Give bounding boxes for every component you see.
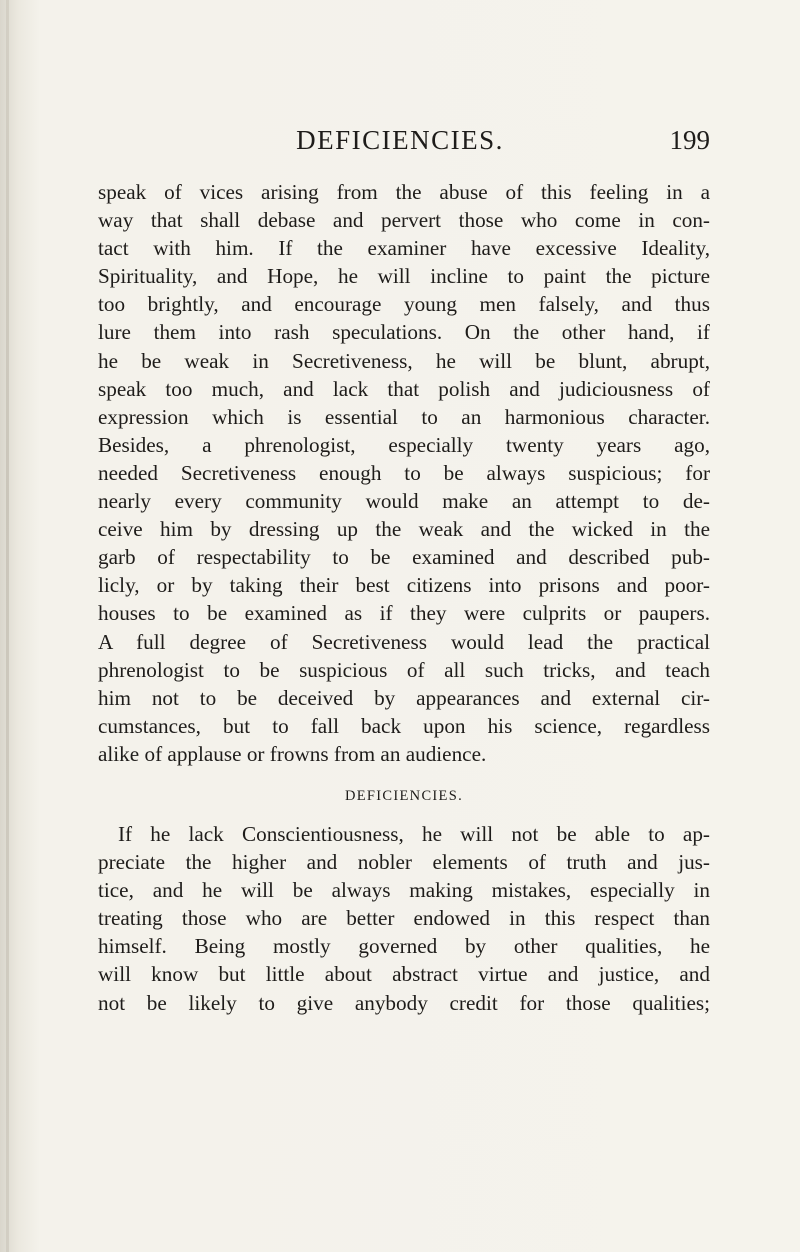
text-line: him not to be deceived by appearances and external cir- (98, 685, 710, 710)
text-line: he be weak in Secretiveness, he will be blunt, abrupt, (98, 348, 710, 373)
text-line: phrenologist to be suspicious of all such tricks, and teach (98, 657, 710, 682)
text-line: not be likely to give anybody credit for those qualities; (98, 990, 710, 1015)
text-line: expression which is essential to an harmonious character. (98, 404, 710, 429)
page-header (120, 123, 710, 163)
page-number: 199 (669, 125, 710, 155)
running-head: DEFICIENCIES. (296, 125, 504, 155)
text-line: licly, or by taking their best citizens into prisons and poor- (98, 573, 710, 598)
text-line: will know but little about abstract virtue and justice, and (98, 962, 710, 987)
text-line: needed Secretiveness enough to be always suspicious; for (98, 460, 710, 485)
text-line: too brightly, and encourage young men falsely, and thus (98, 292, 710, 317)
text-line: alike of applause or frowns from an audience. (98, 741, 487, 766)
text-line: tice, and he will be always making mistakes, especially in (98, 878, 710, 903)
text-line: nearly every community would make an attempt to de- (98, 489, 710, 514)
text-line: speak too much, and lack that polish and judiciousness of (98, 376, 710, 401)
page-gutter-shadow (6, 0, 9, 1252)
text-line: cumstances, but to fall back upon his science, regardless (98, 713, 710, 738)
text-line: Besides, a phrenologist, especially twenty years ago, (98, 432, 710, 457)
section-heading: DEFICIENCIES. (345, 787, 463, 804)
text-line: ceive him by dressing up the weak and the wicked in the (98, 517, 710, 542)
text-line: Spirituality, and Hope, he will incline to paint the picture (98, 264, 710, 289)
text-line: garb of respectability to be examined and described pub- (98, 545, 710, 570)
paragraph-1 (98, 178, 710, 768)
text-line: houses to be examined as if they were culprits or paupers. (98, 601, 710, 626)
text-line: A full degree of Secretiveness would lead the practical (98, 629, 710, 654)
text-line: preciate the higher and nobler elements of truth and jus- (98, 850, 710, 875)
text-line: speak of vices arising from the abuse of this feeling in a (98, 180, 710, 204)
paragraph-2 (98, 820, 710, 1017)
text-line: himself. Being mostly governed by other qualities, he (98, 934, 710, 959)
text-line: treating those who are better endowed in this respect than (98, 906, 710, 931)
text-line: way that shall debase and pervert those who come in con- (98, 208, 710, 233)
text-line: tact with him. If the examiner have excessive Ideality, (98, 236, 710, 261)
text-line: If he lack Conscientiousness, he will not be able to ap- (118, 821, 710, 846)
body-text (98, 178, 710, 1017)
text-line: lure them into rash speculations. On the other hand, if (98, 320, 710, 345)
